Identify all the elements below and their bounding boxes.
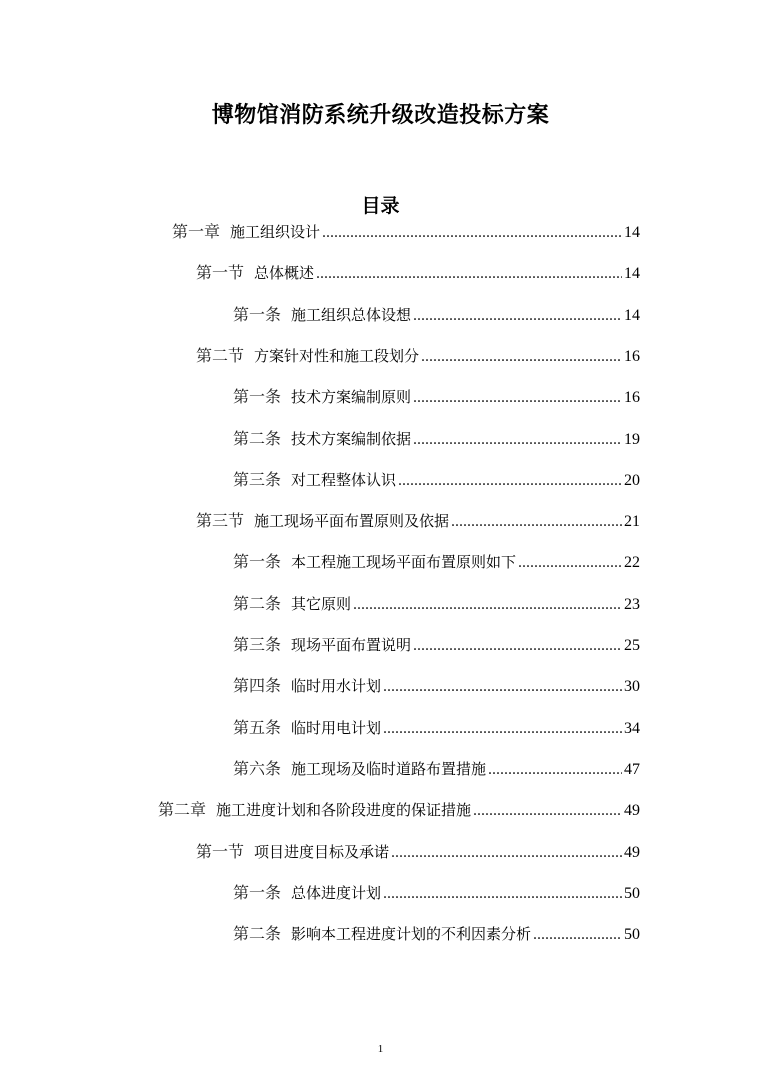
- toc-entry[interactable]: [196, 510, 640, 532]
- toc-entry[interactable]: [233, 386, 640, 408]
- toc-entry-page: 49: [624, 843, 640, 861]
- toc-entry-title: 施工组织总体设想: [291, 305, 412, 324]
- toc-entry-title: 施工现场及临时道路布置措施: [291, 759, 487, 778]
- toc-entry-title: 技术方案编制依据: [291, 429, 412, 448]
- toc-entry-title: 本工程施工现场平面布置原则如下: [291, 553, 517, 572]
- dot-leader: [518, 552, 622, 574]
- dot-leader: [391, 842, 622, 864]
- toc-entry[interactable]: [233, 469, 640, 491]
- dot-leader: [413, 635, 622, 657]
- dot-leader: [383, 718, 622, 740]
- toc-entry[interactable]: [196, 841, 640, 863]
- dot-leader: [316, 263, 622, 285]
- dot-leader: [398, 470, 622, 492]
- toc-entry-number: 第一条: [233, 884, 282, 902]
- toc-entry-title: 现场平面布置说明: [291, 636, 412, 654]
- toc-entry[interactable]: [233, 923, 640, 945]
- toc-entry-number: 第二节: [196, 347, 245, 365]
- toc-entry-title: 对工程整体认识: [291, 470, 397, 489]
- toc-entry[interactable]: [158, 799, 640, 821]
- toc-entry-page: 14: [624, 306, 640, 324]
- toc-entry-title: 施工组织设计: [230, 223, 321, 241]
- page-number: 1: [377, 1043, 384, 1055]
- toc-entry-title: 施工进度计划和各阶段进度的保证措施: [216, 801, 472, 820]
- toc-entry-number: 第一条: [233, 306, 282, 324]
- toc-entry-number: 第一节: [196, 265, 245, 283]
- toc-entry-title: 总体概述: [254, 264, 315, 283]
- dot-leader: [413, 429, 622, 451]
- dot-leader: [488, 759, 622, 781]
- dot-leader: [413, 305, 622, 327]
- toc-entry[interactable]: [233, 634, 640, 656]
- toc-entry-title: 技术方案编制原则: [291, 388, 412, 407]
- dot-leader: [383, 883, 622, 905]
- dot-leader: [353, 594, 622, 616]
- toc-entry-number: 第二章: [158, 802, 207, 820]
- toc-entry-page: 14: [624, 224, 640, 241]
- toc-entry-number: 第三节: [196, 513, 245, 531]
- toc-entry[interactable]: [233, 882, 640, 904]
- toc-entry-number: 第五条: [233, 719, 282, 737]
- toc-entry-page: 49: [624, 802, 640, 820]
- document-title: 博物馆消防系统升级改造投标方案: [211, 103, 550, 128]
- toc-entry-number: 第三条: [233, 471, 282, 489]
- toc-entry-number: 第二条: [233, 430, 282, 448]
- toc-entry-page: 19: [624, 430, 640, 448]
- toc-entry-page: 50: [624, 884, 640, 902]
- toc-entry-number: 第二条: [233, 595, 282, 613]
- toc-entry-page: 50: [624, 926, 640, 944]
- toc-entry[interactable]: [233, 675, 640, 697]
- toc-entry-page: 34: [624, 719, 640, 737]
- toc-entry-page: 20: [624, 471, 640, 489]
- toc-entry-page: 21: [624, 513, 640, 531]
- dot-leader: [322, 222, 622, 244]
- toc-entry-title: 方案针对性和施工段划分: [254, 346, 420, 365]
- toc-entry-page: 25: [624, 637, 640, 654]
- toc-entry-title: 临时用水计划: [291, 677, 382, 696]
- toc-entry-page: 16: [624, 389, 640, 407]
- toc-entry-page: 22: [624, 554, 640, 572]
- toc-entry[interactable]: [233, 304, 640, 326]
- toc-entry-page: 30: [624, 678, 640, 696]
- toc-entry-title: 影响本工程进度计划的不利因素分析: [291, 925, 532, 944]
- toc-entry-page: 14: [624, 265, 640, 283]
- toc-entry[interactable]: [233, 428, 640, 450]
- toc-entry-title: 项目进度目标及承诺: [254, 842, 390, 861]
- toc-entry-number: 第二条: [233, 926, 282, 944]
- dot-leader: [413, 387, 622, 409]
- dot-leader: [451, 511, 622, 533]
- toc-entry-title: 施工现场平面布置原则及依据: [254, 512, 450, 531]
- toc-entry-page: 47: [624, 760, 640, 778]
- toc-entry[interactable]: [196, 345, 640, 367]
- toc-entry[interactable]: [233, 717, 640, 739]
- toc-entry[interactable]: [233, 593, 640, 615]
- dot-leader: [383, 676, 622, 698]
- toc-entry-number: 第一条: [233, 389, 282, 407]
- toc-entry-number: 第一条: [233, 554, 282, 572]
- toc-entry-number: 第六条: [233, 760, 282, 778]
- toc-entry[interactable]: [233, 758, 640, 780]
- toc-entry[interactable]: [233, 551, 640, 573]
- toc-entry[interactable]: [196, 262, 640, 284]
- toc-entry-title: 总体进度计划: [291, 883, 382, 902]
- toc-heading: 目录: [361, 195, 400, 217]
- dot-leader: [473, 800, 622, 822]
- toc-entry[interactable]: [172, 221, 640, 243]
- toc-entry-number: 第一章: [172, 224, 221, 241]
- toc-entry-title: 临时用电计划: [291, 718, 382, 737]
- toc-entry-number: 第四条: [233, 678, 282, 696]
- toc-entry-page: 16: [624, 347, 640, 365]
- dot-leader: [533, 924, 622, 946]
- toc-entry-title: 其它原则: [291, 594, 352, 613]
- toc-entry-number: 第三条: [233, 637, 282, 654]
- toc-entry-page: 23: [624, 595, 640, 613]
- dot-leader: [421, 346, 622, 368]
- toc-entry-number: 第一节: [196, 843, 245, 861]
